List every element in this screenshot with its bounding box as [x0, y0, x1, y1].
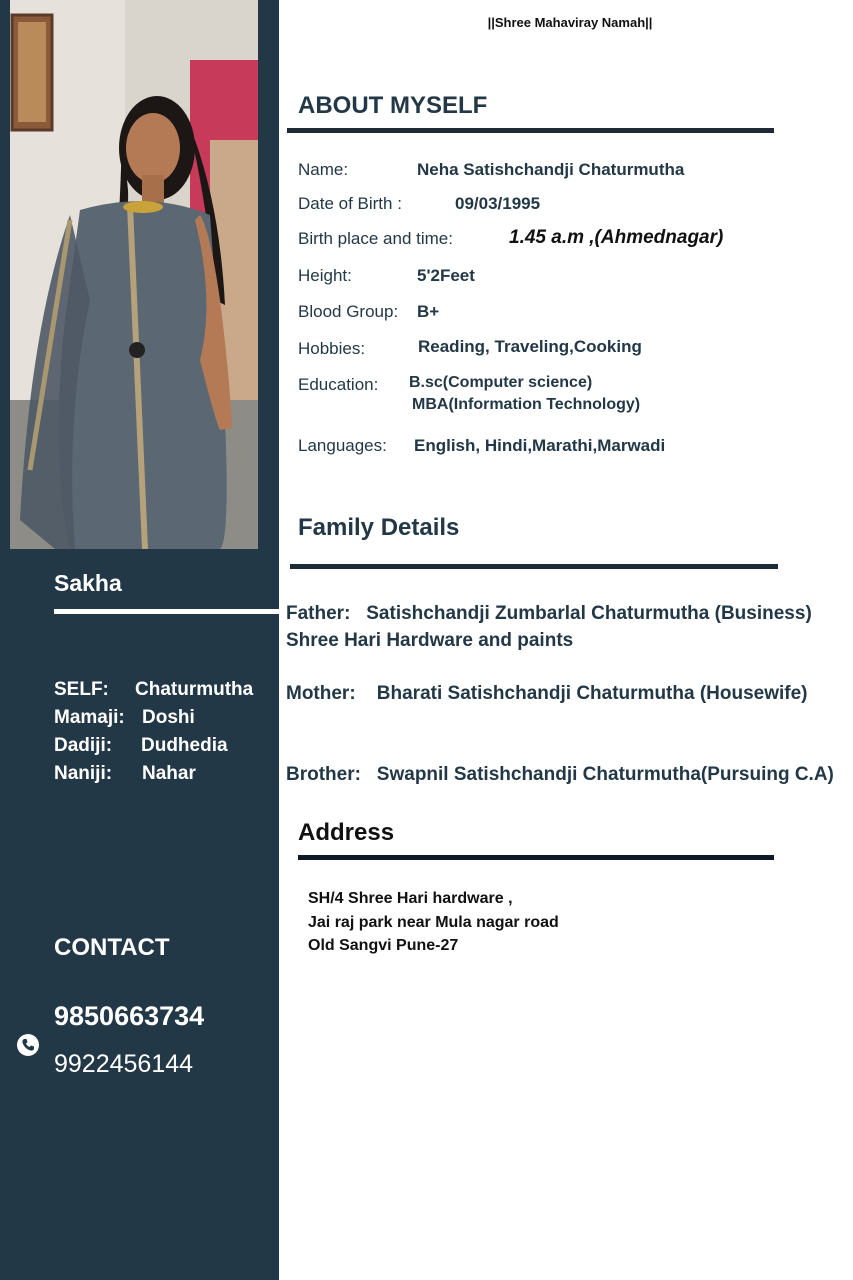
hobbies-value: Reading, Traveling,Cooking — [418, 337, 642, 356]
dob-label: Date of Birth : — [298, 194, 402, 213]
clan-self-label: SELF: — [54, 679, 109, 700]
birth-label: Birth place and time: — [298, 229, 453, 248]
father-business: Shree Hari Hardware and paints — [286, 630, 574, 651]
education-label: Education: — [298, 375, 379, 394]
clan-self-value: Chaturmutha — [135, 679, 254, 700]
father-label: Father: — [286, 603, 351, 624]
clan-naniji-value: Nahar — [142, 763, 196, 784]
clan-dadiji — [54, 735, 228, 757]
family-title: Family Details — [298, 514, 460, 541]
brother-row — [286, 764, 834, 786]
clan-dadiji-label: Dadiji: — [54, 735, 113, 756]
education-value-1: B.sc(Computer science) — [409, 374, 593, 391]
education-value-2: MBA(Information Technology) — [412, 396, 641, 413]
clan-mamaji-value: Doshi — [142, 707, 195, 728]
languages-label: Languages: — [298, 436, 387, 455]
clan-mamaji — [54, 707, 195, 729]
clan-naniji — [54, 763, 196, 785]
address-line-2: Jai raj park near Mula nagar road — [308, 914, 559, 931]
phone-number-primary[interactable]: 9850663734 — [54, 1001, 205, 1031]
mother-row — [286, 683, 808, 705]
birth-value: 1.45 a.m ,(Ahmednagar) — [509, 227, 724, 248]
father-value: Satishchandji Zumbarlal Chaturmutha (Business) — [366, 603, 812, 624]
blood-value: B+ — [417, 302, 440, 321]
address-title: Address — [298, 819, 395, 846]
clan-dadiji-value: Dudhedia — [141, 735, 228, 756]
contact-title: CONTACT — [54, 934, 170, 961]
height-value: 5'2Feet — [417, 266, 475, 285]
brother-value: Swapnil Satishchandji Chaturmutha(Pursuing C.A) — [376, 764, 834, 785]
clan-naniji-label: Naniji: — [54, 763, 113, 784]
family-divider — [290, 564, 778, 569]
mother-label: Mother: — [286, 683, 356, 704]
height-label: Height: — [298, 266, 352, 285]
blessing-header: ||Shree Mahaviray Namah|| — [487, 15, 653, 30]
name-label: Name: — [298, 160, 349, 179]
blood-label: Blood Group: — [298, 302, 399, 321]
address-line-1: SH/4 Shree Hari hardware , — [308, 890, 513, 907]
clan-mamaji-label: Mamaji: — [54, 707, 125, 728]
languages-value: English, Hindi,Marathi,Marwadi — [414, 436, 666, 455]
profile-photo — [10, 0, 258, 549]
address-line-3: Old Sangvi Pune-27 — [308, 937, 459, 954]
sakha-title: Sakha — [54, 570, 122, 596]
address-divider — [298, 855, 774, 860]
phone-number-secondary[interactable]: 9922456144 — [54, 1050, 194, 1078]
sakha-divider — [54, 609, 279, 614]
mother-value: Bharati Satishchandji Chaturmutha (Housewife) — [376, 683, 808, 704]
dob-value: 09/03/1995 — [455, 194, 541, 213]
about-divider — [287, 128, 774, 133]
clan-self — [54, 679, 253, 701]
name-value: Neha Satishchandji Chaturmutha — [417, 160, 685, 179]
phone-icon — [17, 1034, 39, 1056]
brother-label: Brother: — [286, 764, 361, 785]
hobbies-label: Hobbies: — [298, 339, 366, 358]
father-row — [286, 603, 812, 625]
about-title: ABOUT MYSELF — [298, 92, 488, 119]
